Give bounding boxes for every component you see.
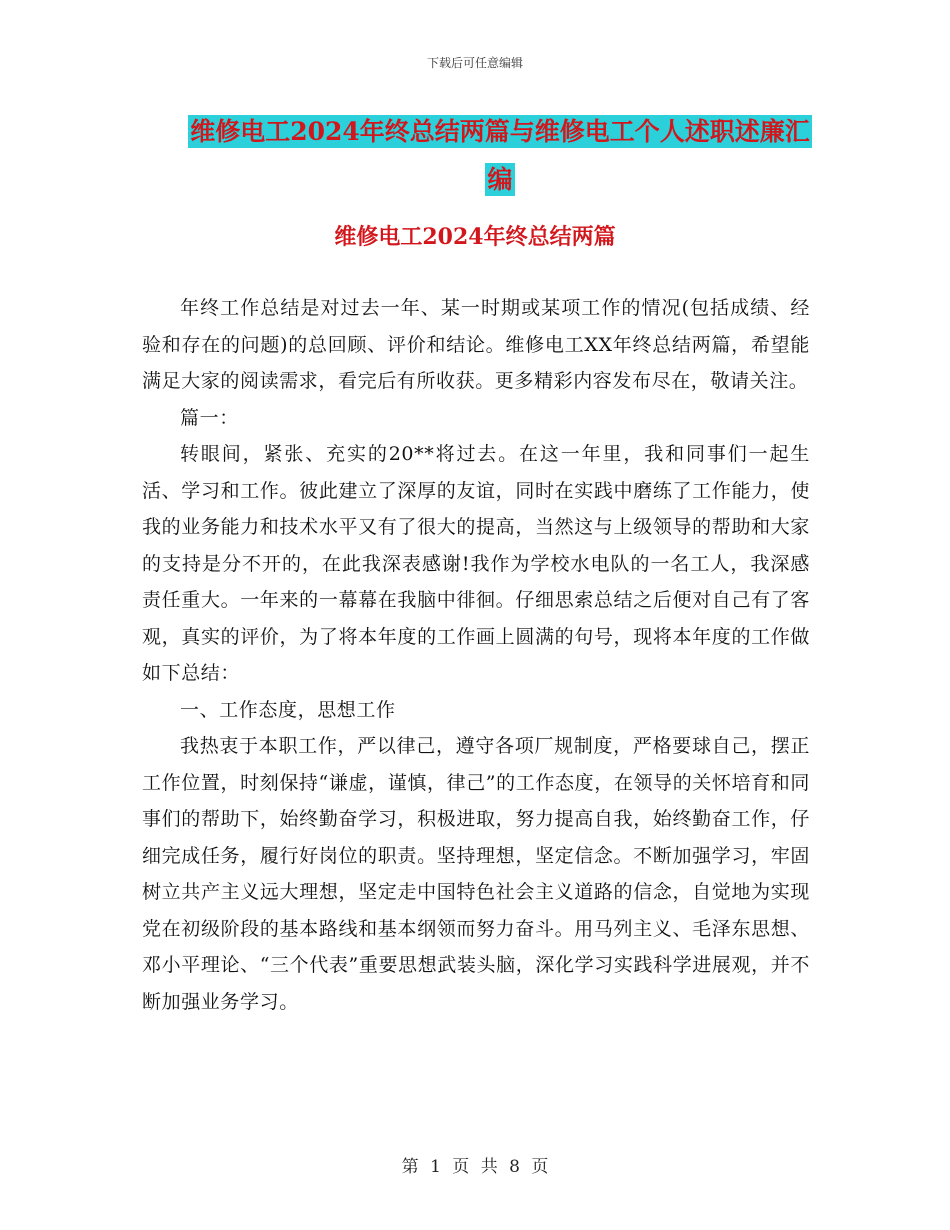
document-body xyxy=(142,290,810,1020)
paragraph-heading-attitude: 一、工作态度，思想工作 xyxy=(180,698,396,721)
paragraph-opening: 转眼间，紧张、充实的20**将过去。在这一年里，我和同事们一起生活、学习和工作。彼此建立了深厚的友谊，同时在实践中磨练了工作能力，使我的业务能力和技术水平又有了很大的提高，当然这与上级领导的帮助和大家的支持是分不开的，在此我深表感谢!我作为学校水电队的一名工人，我深感责任重大。一年来的一幕幕在我脑中徘徊。仔细思索总结之后便对自己有了客观，真实的评价，为了将本年度的工作画上圆满的句号，现将本年度的工作做如下总结： xyxy=(142,443,810,684)
paragraph-attitude-body: 我热衷于本职工作，严以律己，遵守各项厂规制度，严格要球自己，摆正工作位置，时刻保持“谦虚，谨慎，律己”的工作态度，在领导的关怀培育和同事们的帮助下，始终勤奋学习，积极进取，努力提高自我，始终勤奋工作，仔细完成任务，履行好岗位的职责。坚持理想，坚定信念。不断加强学习，牢固树立共产主义远大理想，坚定走中国特色社会主义道路的信念，自觉地为实现党在初级阶段的基本路线和基本纲领而努力奋斗。用马列主义、毛泽东思想、邓小平理论、“三个代表”重要思想武装头脑，深化学习实践科学进展观，并不断加强业务学习。 xyxy=(142,735,810,1013)
page-footer: 第 1 页 共 8 页 xyxy=(401,1157,549,1177)
header-note: 下载后可任意编辑 xyxy=(426,56,523,70)
paragraph-part-one-label: 篇一： xyxy=(180,406,239,429)
document-title-text: 维修电工2024年终总结两篇与维修电工个人述职述廉汇编 xyxy=(190,117,810,194)
document-title xyxy=(186,108,814,204)
section-title: 维修电工2024年终总结两篇 xyxy=(334,224,616,250)
paragraph-intro: 年终工作总结是对过去一年、某一时期或某项工作的情况(包括成绩、经验和存在的问题)的总回顾、评价和结论。维修电工XX年终总结两篇，希望能满足大家的阅读需求，看完后有所收获。更多精彩内容发布尽在，敬请关注。 xyxy=(142,297,810,392)
